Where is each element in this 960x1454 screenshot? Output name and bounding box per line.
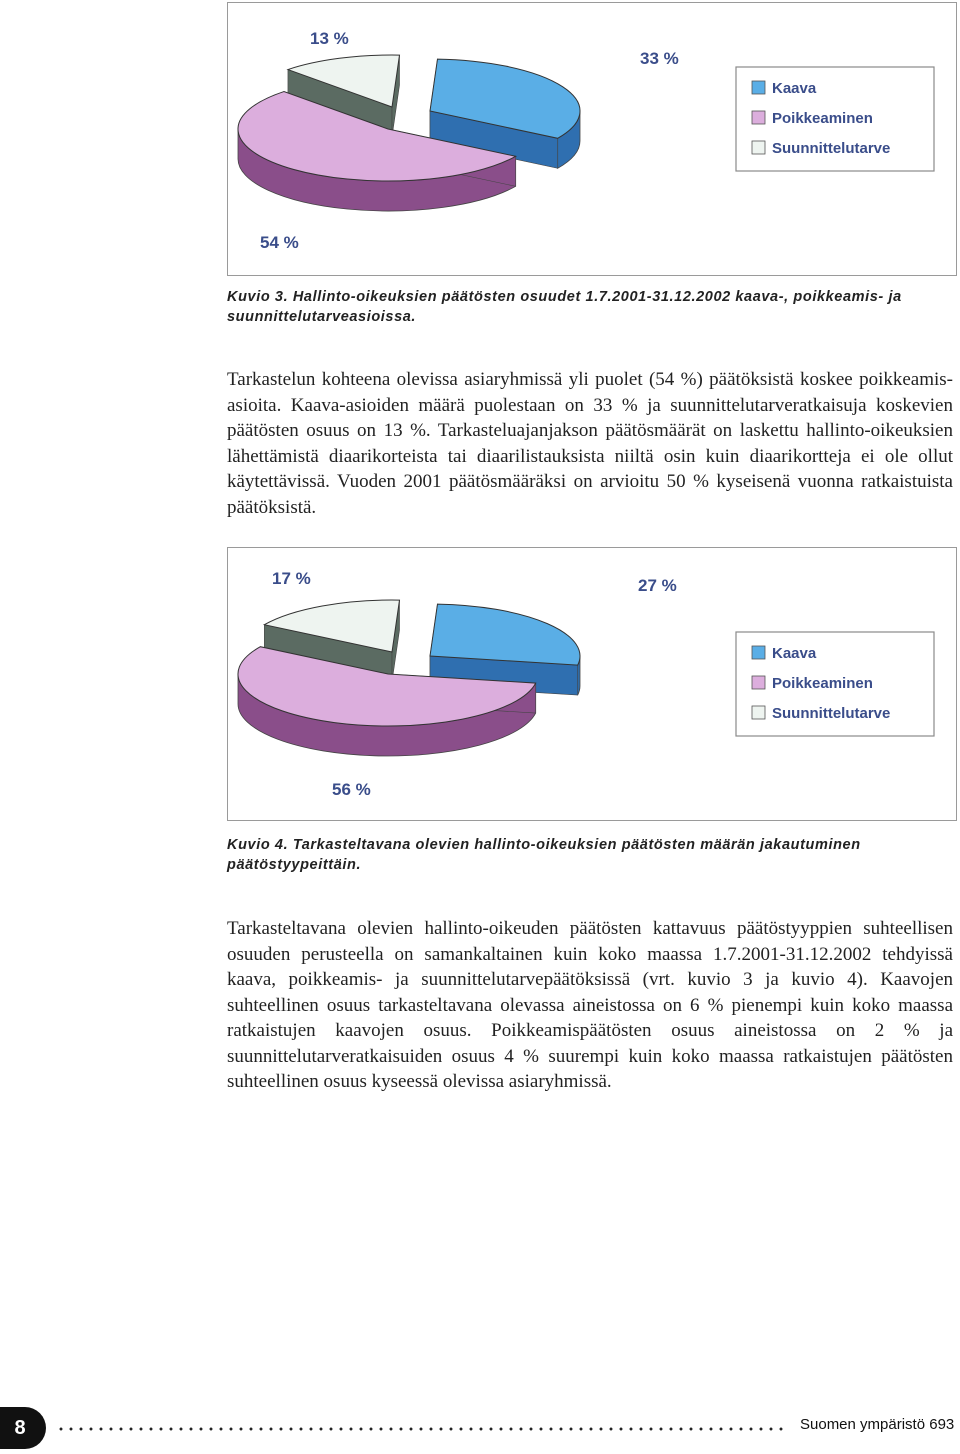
page-footer (0, 1400, 960, 1454)
data-label-kaava: 33 % (640, 49, 679, 68)
data-label-suunnittelutarve: 13 % (310, 29, 349, 48)
data-label-poikkeaminen: 54 % (260, 233, 299, 252)
legend-label-kaava: Kaava (772, 645, 817, 662)
data-label-suunnittelutarve: 17 % (272, 569, 311, 588)
pie-chart-3d (228, 548, 956, 820)
legend-swatch-kaava (752, 81, 765, 94)
pie-chart-3d (228, 3, 956, 275)
legend-label-suunnittelutarve: Suunnittelutarve (772, 705, 891, 722)
pie-slice-kaava (430, 604, 580, 665)
legend-swatch-suunnittelutarve (752, 706, 765, 719)
legend-swatch-suunnittelutarve (752, 141, 765, 154)
legend-label-poikkeaminen: Poikkeaminen (772, 110, 873, 127)
dotted-leader (56, 1427, 784, 1431)
figure-3-caption: Kuvio 3. Hallinto-oikeuksien päätösten osuudet 1.7.2001-31.12.2002 kaava-, poikkeamis- ja suunnittelutarveasioissa. (227, 289, 902, 325)
legend-swatch-poikkeaminen (752, 111, 765, 124)
legend-label-suunnittelutarve: Suunnittelutarve (772, 140, 891, 157)
legend-label-kaava: Kaava (772, 80, 817, 97)
body-paragraph-1: Tarkastelun kohteena olevissa asiaryhmissä yli puolet (54 %) päätöksistä koskee poikkeamis-asioita. Kaava-asioiden määrä puolestaan on 33 % ja suunnittelutarveratkaisuja koskevien päätösten osuus on 13 %. Tarkasteluajanjakson päätösmäärät on laskettu hallinto-oikeuksien lähettämistä diaarikorteista tai diaarilistauksista niiltä osin kuin diaarikortteja ei ole ollut käytettävissä. Vuoden 2001 päätösmääräksi on arvioitu 50 % kyseisenä vuonna ratkaistuista päätöksistä. (227, 369, 953, 518)
legend-label-poikkeaminen: Poikkeaminen (772, 675, 873, 692)
figure-3-chart (227, 2, 957, 276)
page-number: 8 (0, 1407, 46, 1449)
body-paragraph-2: Tarkasteltavana olevien hallinto-oikeuden päätösten kattavuus päätöstyyppien suhteellisen osuuden perusteella on samankaltainen kuin koko maassa 1.7.2001-31.12.2002 tehdyissä kaava, poikkeamis- ja suunnittelutarvepäätöksissä (vrt. kuvio 3 ja kuvio 4). Kaavojen suhteellinen osuus tarkasteltavana olevassa aineistossa on 6 % pienempi kuin koko maassa ratkaistujen kaavojen osuus. Poikkeamispäätösten osuus aineistossa on 2 % ja suunnittelutarveratkaisuiden osuus 4 % suurempi kuin koko maassa ratkaistujen päätösten suhteellinen osuus kyseessä olevissa asiaryhmissä. (227, 918, 953, 1092)
legend-swatch-poikkeaminen (752, 676, 765, 689)
data-label-kaava: 27 % (638, 576, 677, 595)
figure-4-caption: Kuvio 4. Tarkasteltavana olevien hallinto-oikeuksien päätösten määrän jakautuminen päätöstyypeittäin. (227, 837, 861, 873)
publication-title: Suomen ympäristö 693 (800, 1416, 955, 1433)
data-label-poikkeaminen: 56 % (332, 780, 371, 799)
legend-swatch-kaava (752, 646, 765, 659)
figure-4-chart (227, 547, 957, 821)
